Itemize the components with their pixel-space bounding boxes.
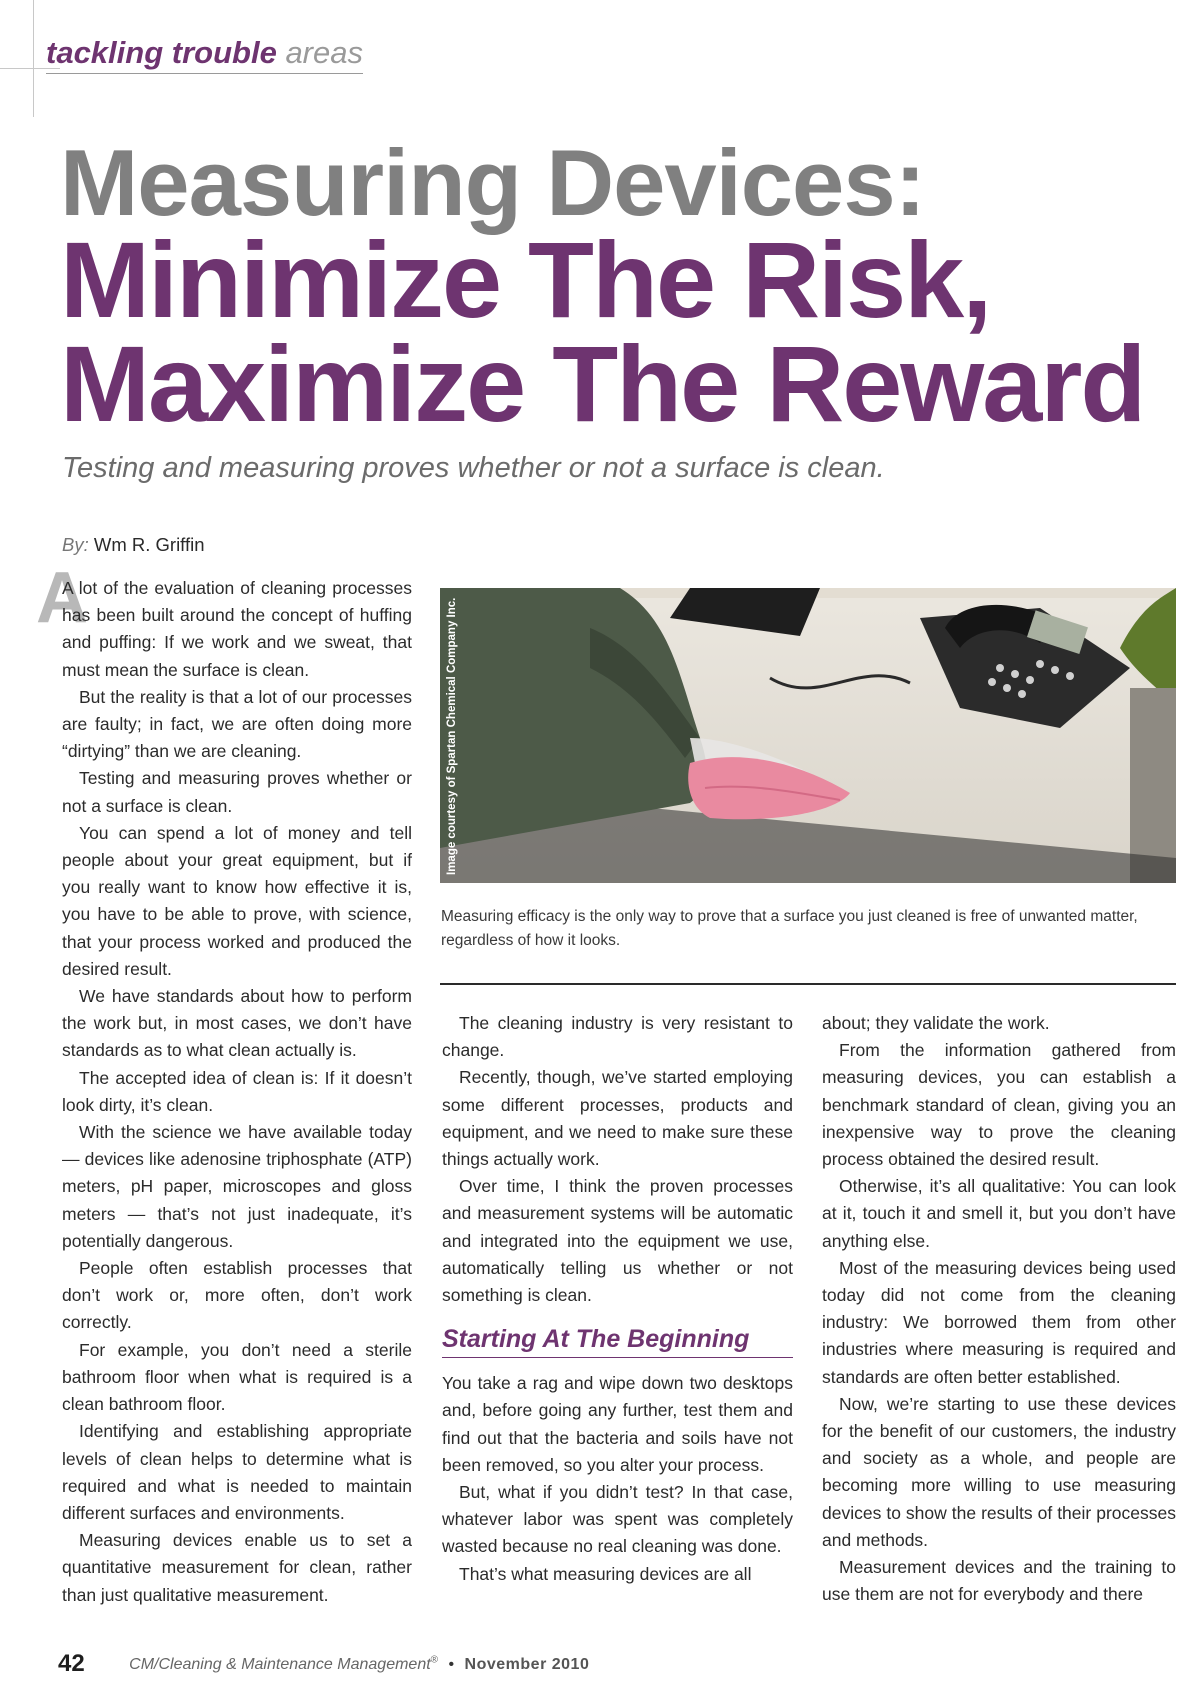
footer-separator: • bbox=[448, 1656, 455, 1673]
photo-caption: Measuring efficacy is the only way to prove that a surface you just cleaned is free of unwanted matter, regardless of how it looks. bbox=[441, 908, 1138, 949]
article-column-1 bbox=[62, 575, 412, 1609]
paragraph: A lot of the evaluation of cleaning processes has been built around the concept of huffing and puffing: If we work and we sweat, that must mean the surface is clean. bbox=[62, 578, 412, 680]
corner-rule-vertical bbox=[33, 0, 34, 117]
photo-credit: Image courtesy of Spartan Chemical Company Inc. bbox=[446, 597, 458, 875]
paragraph: Most of the measuring devices being used today did not come from the cleaning industry: We borrowed them from other industries where measuring is required and standards are often better established. bbox=[822, 1257, 1176, 1387]
paragraph: Over time, I think the proven processes and measurement systems will be automatic and integrated into the equipment we use, automatically telling us whether or not something is clean. bbox=[442, 1176, 793, 1306]
paragraph: From the information gathered from measuring devices, you can establish a benchmark standard of clean, giving you an inexpensive way to prove the cleaning process obtained the desired result. bbox=[822, 1040, 1176, 1170]
paragraph: Otherwise, it’s all qualitative: You can look at it, touch it and smell it, but you don’t have anything else. bbox=[822, 1176, 1176, 1251]
paragraph: Testing and measuring proves whether or not a surface is clean. bbox=[62, 768, 412, 816]
paragraph: Now, we’re starting to use these devices for the benefit of our customers, the industry and society as a whole, and people are becoming more willing to use measuring devices to show the results of their processes and methods. bbox=[822, 1393, 1176, 1550]
paragraph: For example, you don’t need a sterile bathroom floor when what is required is a clean bathroom floor. bbox=[62, 1339, 412, 1415]
headline-line2: Minimize The Risk, bbox=[60, 219, 991, 340]
paragraph: We have standards about how to perform the work but, in most cases, we don’t have standards as to what clean actually is. bbox=[62, 986, 412, 1061]
paragraph: Measurement devices and the training to use them are not for everybody and there bbox=[822, 1557, 1176, 1605]
drop-cap: A bbox=[36, 558, 88, 638]
section-tag-primary: tackling trouble bbox=[46, 35, 277, 70]
page-number: 42 bbox=[58, 1650, 85, 1677]
headline-line1: Measuring Devices: bbox=[60, 130, 925, 235]
photo-illustration bbox=[440, 588, 1176, 883]
article-column-3 bbox=[822, 1010, 1176, 1608]
publication-name: CM/Cleaning & Maintenance Management bbox=[129, 1656, 431, 1673]
article-photo bbox=[440, 588, 1176, 883]
paragraph: But, what if you didn’t test? In that case, whatever labor was spent was completely wasted because no real cleaning was done. bbox=[442, 1482, 793, 1557]
byline bbox=[62, 534, 205, 556]
headline-main bbox=[60, 219, 1145, 444]
paragraph: But the reality is that a lot of our processes are faulty; in fact, we are often doing more “dirtying” than we are cleaning. bbox=[62, 686, 412, 762]
registered-mark: ® bbox=[430, 1654, 439, 1666]
paragraph: Measuring devices enable us to set a quantitative measurement for clean, rather than just qualitative measurement. bbox=[62, 1530, 412, 1605]
issue-date: November 2010 bbox=[464, 1656, 590, 1673]
paragraph: You can spend a lot of money and tell people about your great equipment, but if you really want to know how effective it is, you have to be able to prove, with science, that your process worked and produced the desired result. bbox=[62, 822, 412, 979]
page-footer bbox=[58, 1650, 589, 1678]
section-subhead: Starting At The Beginning bbox=[442, 1323, 793, 1358]
byline-label: By: bbox=[62, 534, 89, 555]
paragraph: You take a rag and wipe down two desktops and, before going any further, test them and find out that the bacteria and soils have not been removed, so you alter your process. bbox=[442, 1373, 793, 1475]
caption-divider bbox=[440, 983, 1176, 985]
section-tag bbox=[46, 34, 363, 74]
paragraph: Identifying and establishing appropriate levels of clean helps to determine what is required and what is needed to maintain different surfaces and environments. bbox=[62, 1421, 412, 1523]
headline-line3: Maximize The Reward bbox=[60, 323, 1145, 444]
paragraph: With the science we have available today — devices like adenosine triphosphate (ATP) meters, pH paper, microscopes and gloss meters — that’s not just inadequate, it’s potentially dangerous. bbox=[62, 1122, 412, 1251]
paragraph: about; they validate the work. bbox=[822, 1013, 1050, 1033]
section-tag-secondary: areas bbox=[285, 35, 363, 70]
byline-author: Wm R. Griffin bbox=[93, 534, 205, 555]
deck-subtitle: Testing and measuring proves whether or not a surface is clean. bbox=[62, 452, 885, 484]
paragraph: Recently, though, we’ve started employing some different processes, products and equipment, and we need to make sure these things actually work. bbox=[442, 1067, 793, 1170]
paragraph: That’s what measuring devices are all bbox=[459, 1563, 752, 1584]
article-column-2 bbox=[442, 1010, 793, 1588]
paragraph: The accepted idea of clean is: If it doesn’t look dirty, it’s clean. bbox=[62, 1067, 412, 1115]
paragraph: People often establish processes that don’t work or, more often, don’t work correctly. bbox=[62, 1258, 412, 1333]
paragraph: The cleaning industry is very resistant to change. bbox=[442, 1013, 793, 1061]
